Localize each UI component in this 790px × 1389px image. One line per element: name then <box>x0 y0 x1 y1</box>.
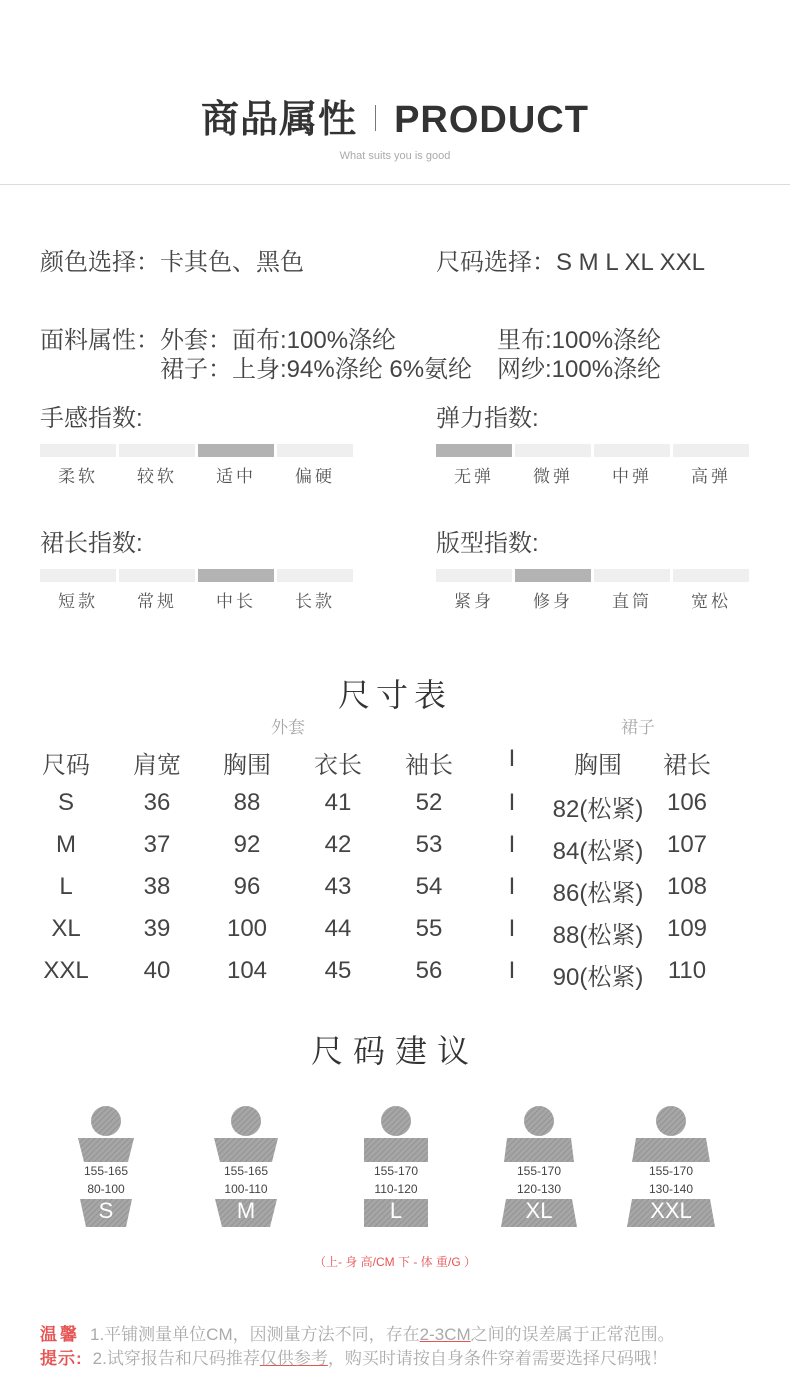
note-label-1: 温馨 <box>40 1325 80 1344</box>
table-cell: 84(松紧) <box>552 838 644 865</box>
table-header-cell: 肩宽 <box>133 752 181 779</box>
table-cell: 104 <box>226 957 268 984</box>
figure-height-range: 155-170 <box>516 1164 562 1178</box>
title-en: PRODUCT <box>394 99 589 141</box>
index-label: 微弹 <box>533 467 573 486</box>
size-table-title: 尺寸表 <box>337 677 452 713</box>
table-cell: 54 <box>415 873 443 900</box>
index-bar-selected <box>198 569 274 582</box>
index-bar <box>594 444 670 457</box>
table-cell: 96 <box>233 873 261 900</box>
table-cell: I <box>508 915 516 942</box>
figure-size-label: XXL <box>650 1198 692 1223</box>
figure-weight-range: 80-100 <box>87 1182 125 1196</box>
index-title: 裙长指数: <box>40 530 143 557</box>
size-legend: （上- 身 高/CM 下 - 体 重/G ） <box>314 1255 476 1269</box>
table-cell: 36 <box>143 789 171 816</box>
figure-torso <box>214 1138 278 1162</box>
index-bar-selected <box>198 444 274 457</box>
table-cell: 55 <box>415 915 443 942</box>
table-cell: 86(松紧) <box>552 880 644 907</box>
figure-size-label: XL <box>525 1198 553 1223</box>
title-divider <box>375 105 376 131</box>
note-2-text: 2.试穿报告和尺码推荐 <box>92 1349 260 1368</box>
table-cell: L <box>59 873 73 900</box>
table-header-cell: 胸围 <box>574 752 622 779</box>
index-bar-selected <box>515 569 591 582</box>
index-label: 中弹 <box>612 467 652 486</box>
page-subtitle: What suits you is good <box>339 150 451 162</box>
skirt-fabric: 裙子：上身:94%涤纶 6%氨纶 <box>160 356 473 383</box>
index-label: 直筒 <box>612 592 652 611</box>
index-bar <box>594 569 670 582</box>
table-cell: 108 <box>666 873 708 900</box>
coat-fabric: 外套：面布:100%涤纶 <box>160 327 397 354</box>
figure-torso <box>504 1138 574 1162</box>
note-label-2: 提示: <box>40 1349 83 1368</box>
table-cell: I <box>508 831 516 858</box>
title-cn: 商品属性 <box>201 99 358 141</box>
index-label: 偏硬 <box>295 467 335 486</box>
index-label: 中长 <box>216 592 256 611</box>
skirt-mesh: 网纱:100%涤纶 <box>497 356 662 383</box>
index-label: 宽松 <box>691 592 731 611</box>
figure-size-label: S <box>98 1198 114 1223</box>
table-cell: 82(松紧) <box>552 796 644 823</box>
table-cell: I <box>508 957 516 984</box>
index-label: 高弹 <box>691 467 731 486</box>
table-cell: 40 <box>143 957 171 984</box>
note-1-emphasis: 2-3CM <box>419 1325 471 1344</box>
index-title: 弹力指数: <box>436 405 539 432</box>
index-bar <box>673 569 749 582</box>
table-cell: 53 <box>415 831 443 858</box>
figure-height-range: 155-170 <box>373 1164 419 1178</box>
table-header-cell: 衣长 <box>314 752 362 779</box>
table-cell: XXL <box>43 957 89 984</box>
figure-torso <box>78 1138 134 1162</box>
figure-head <box>231 1106 261 1136</box>
index-bar <box>277 569 353 582</box>
index-label: 适中 <box>216 467 256 486</box>
index-bar <box>436 569 512 582</box>
table-header-cell: 袖长 <box>405 752 453 779</box>
index-label: 无弹 <box>454 467 494 486</box>
figure-head <box>381 1106 411 1136</box>
index-title: 版型指数: <box>436 530 539 557</box>
figure-size-label: L <box>389 1198 403 1223</box>
table-cell: 92 <box>233 831 261 858</box>
index-bar <box>119 444 195 457</box>
table-cell: 52 <box>415 789 443 816</box>
group-skirt-label: 裙子 <box>621 718 655 737</box>
figure-head <box>524 1106 554 1136</box>
table-cell: 45 <box>324 957 352 984</box>
table-header-cell: 胸围 <box>223 752 271 779</box>
table-cell: 88(松紧) <box>552 922 644 949</box>
table-cell: 44 <box>324 915 352 942</box>
figure-size-label: M <box>236 1198 256 1223</box>
table-header-cell: 尺码 <box>42 752 90 779</box>
table-header-cell: 裙长 <box>663 752 711 779</box>
figure-torso <box>632 1138 710 1162</box>
note-line-2 <box>40 1344 668 1369</box>
index-bar <box>277 444 353 457</box>
figure-weight-range: 120-130 <box>516 1182 562 1196</box>
figure-head <box>91 1106 121 1136</box>
table-cell: I <box>508 789 516 816</box>
table-cell: 43 <box>324 873 352 900</box>
header-divider <box>0 184 790 185</box>
index-bar <box>515 444 591 457</box>
table-cell: S <box>57 789 74 816</box>
table-cell: 100 <box>226 915 268 942</box>
index-label: 常规 <box>137 592 177 611</box>
note-2-tail: ，购买时请按自身条件穿着需要选择尺码哦！ <box>327 1349 668 1368</box>
note-2-emphasis: 仅供参考 <box>259 1349 328 1368</box>
index-label: 紧身 <box>454 592 494 611</box>
index-bar <box>40 569 116 582</box>
group-coat-label: 外套 <box>271 718 305 737</box>
figure-weight-range: 100-110 <box>224 1182 268 1196</box>
size-selection: 尺码选择：S M L XL XXL <box>436 249 705 276</box>
table-cell: 106 <box>666 789 708 816</box>
table-cell: XL <box>51 915 81 942</box>
figure-weight-range: 130-140 <box>648 1182 694 1196</box>
figure-height-range: 155-165 <box>83 1164 129 1178</box>
index-label: 修身 <box>533 592 573 611</box>
index-label: 较软 <box>137 467 177 486</box>
note-line-1 <box>40 1320 675 1345</box>
table-cell: 37 <box>143 831 171 858</box>
index-bar <box>119 569 195 582</box>
table-cell: 41 <box>324 789 352 816</box>
table-cell: 90(松紧) <box>552 964 644 991</box>
figure-height-range: 155-165 <box>223 1164 269 1178</box>
table-cell: 110 <box>667 957 707 984</box>
table-cell: 42 <box>324 831 352 858</box>
table-cell: 38 <box>143 873 171 900</box>
index-label: 长款 <box>295 592 335 611</box>
note-1-tail: 之间的误差属于正常范围。 <box>470 1325 675 1344</box>
page-title <box>0 88 790 143</box>
figure-head <box>656 1106 686 1136</box>
table-cell: 107 <box>666 831 708 858</box>
coat-lining: 里布:100%涤纶 <box>497 327 662 354</box>
figure-torso <box>364 1138 428 1162</box>
figure-weight-range: 110-120 <box>374 1182 418 1196</box>
index-bar <box>40 444 116 457</box>
note-1-text: 1.平铺测量单位CM，因测量方法不同，存在 <box>90 1325 420 1344</box>
figure-height-range: 155-170 <box>648 1164 694 1178</box>
table-header-cell: I <box>508 745 516 772</box>
fabric-label: 面料属性： <box>40 327 160 354</box>
index-bar <box>673 444 749 457</box>
table-cell: 56 <box>415 957 443 984</box>
table-cell: 39 <box>143 915 171 942</box>
index-bar-selected <box>436 444 512 457</box>
index-label: 短款 <box>58 592 98 611</box>
table-cell: I <box>508 873 516 900</box>
table-cell: 109 <box>666 915 708 942</box>
color-selection: 颜色选择：卡其色、黑色 <box>40 249 304 276</box>
table-cell: M <box>56 831 76 858</box>
table-cell: 88 <box>233 789 261 816</box>
index-label: 柔软 <box>58 467 98 486</box>
index-title: 手感指数: <box>40 405 143 432</box>
size-advice-title: 尺码建议 <box>310 1033 479 1069</box>
